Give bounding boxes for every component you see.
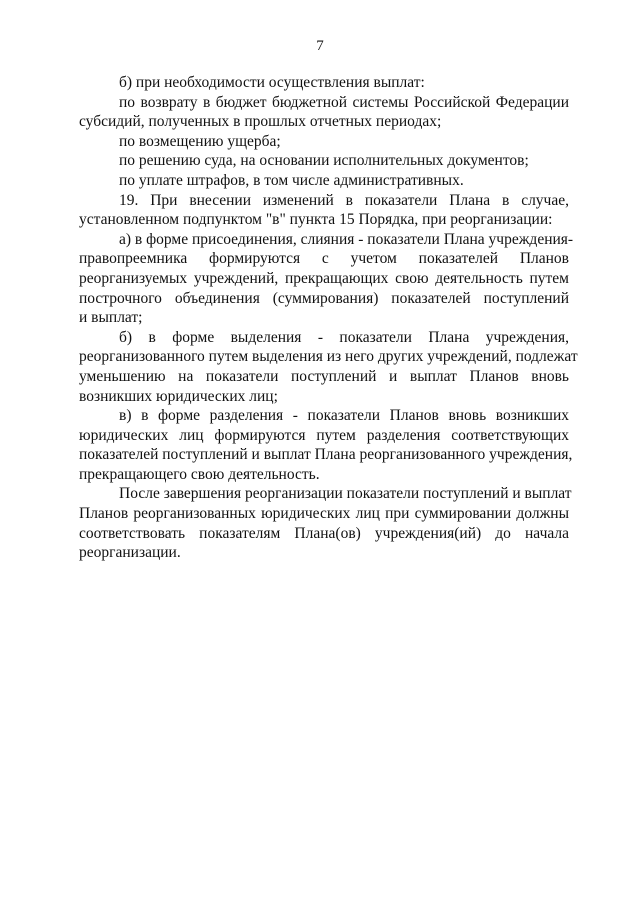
text-line: по возмещению ущерба; — [119, 132, 281, 150]
text-line: а) в форме присоединения, слияния - показатели Плана учреждения- — [119, 230, 574, 248]
text-line: возникших юридических лиц; — [79, 387, 278, 405]
text-line: по уплате штрафов, в том числе административных. — [119, 171, 464, 189]
text-line: б) в форме выделения - показатели Плана учреждения, — [119, 328, 569, 346]
page-number: 7 — [316, 38, 324, 54]
text-line: 19. При внесении изменений в показатели Плана в случае, — [119, 191, 569, 209]
text-line: реорганизации. — [79, 544, 181, 562]
text-line: субсидий, полученных в прошлых отчетных периодах; — [79, 113, 442, 131]
text-line: После завершения реорганизации показатели поступлений и выплат — [119, 485, 572, 503]
text-line: б) при необходимости осуществления выплат: — [119, 74, 425, 91]
text-line: построчного объединения (суммирования) показателей поступлений — [79, 289, 569, 307]
text-line: Планов реорганизованных юридических лиц при суммировании должны — [79, 505, 569, 523]
text-line: установленном подпунктом "в" пункта 15 Порядка, при реорганизации: — [79, 211, 553, 229]
document-body — [79, 73, 578, 563]
text-line: и выплат; — [79, 309, 143, 327]
text-line: юридических лиц формируются путем разделения соответствующих — [79, 426, 569, 444]
text-line: реорганизованного путем выделения из него других учреждений, подлежат — [79, 348, 578, 366]
text-line: по возврату в бюджет бюджетной системы Российской Федерации — [119, 93, 569, 111]
text-line: в) в форме разделения - показатели Планов вновь возникших — [119, 407, 569, 425]
text-line: прекращающего свою деятельность. — [79, 465, 320, 483]
text-line: уменьшению на показатели поступлений и выплат Планов вновь — [79, 367, 569, 385]
text-line: реорганизуемых учреждений, прекращающих свою деятельность путем — [79, 269, 569, 287]
text-line: соответствовать показателям Плана(ов) учреждения(ий) до начала — [79, 524, 569, 542]
text-line: правопреемника формируются с учетом показателей Планов — [79, 250, 569, 268]
text-line: показателей поступлений и выплат Плана реорганизованного учреждения, — [79, 446, 573, 464]
text-line: по решению суда, на основании исполнительных документов; — [119, 152, 529, 170]
